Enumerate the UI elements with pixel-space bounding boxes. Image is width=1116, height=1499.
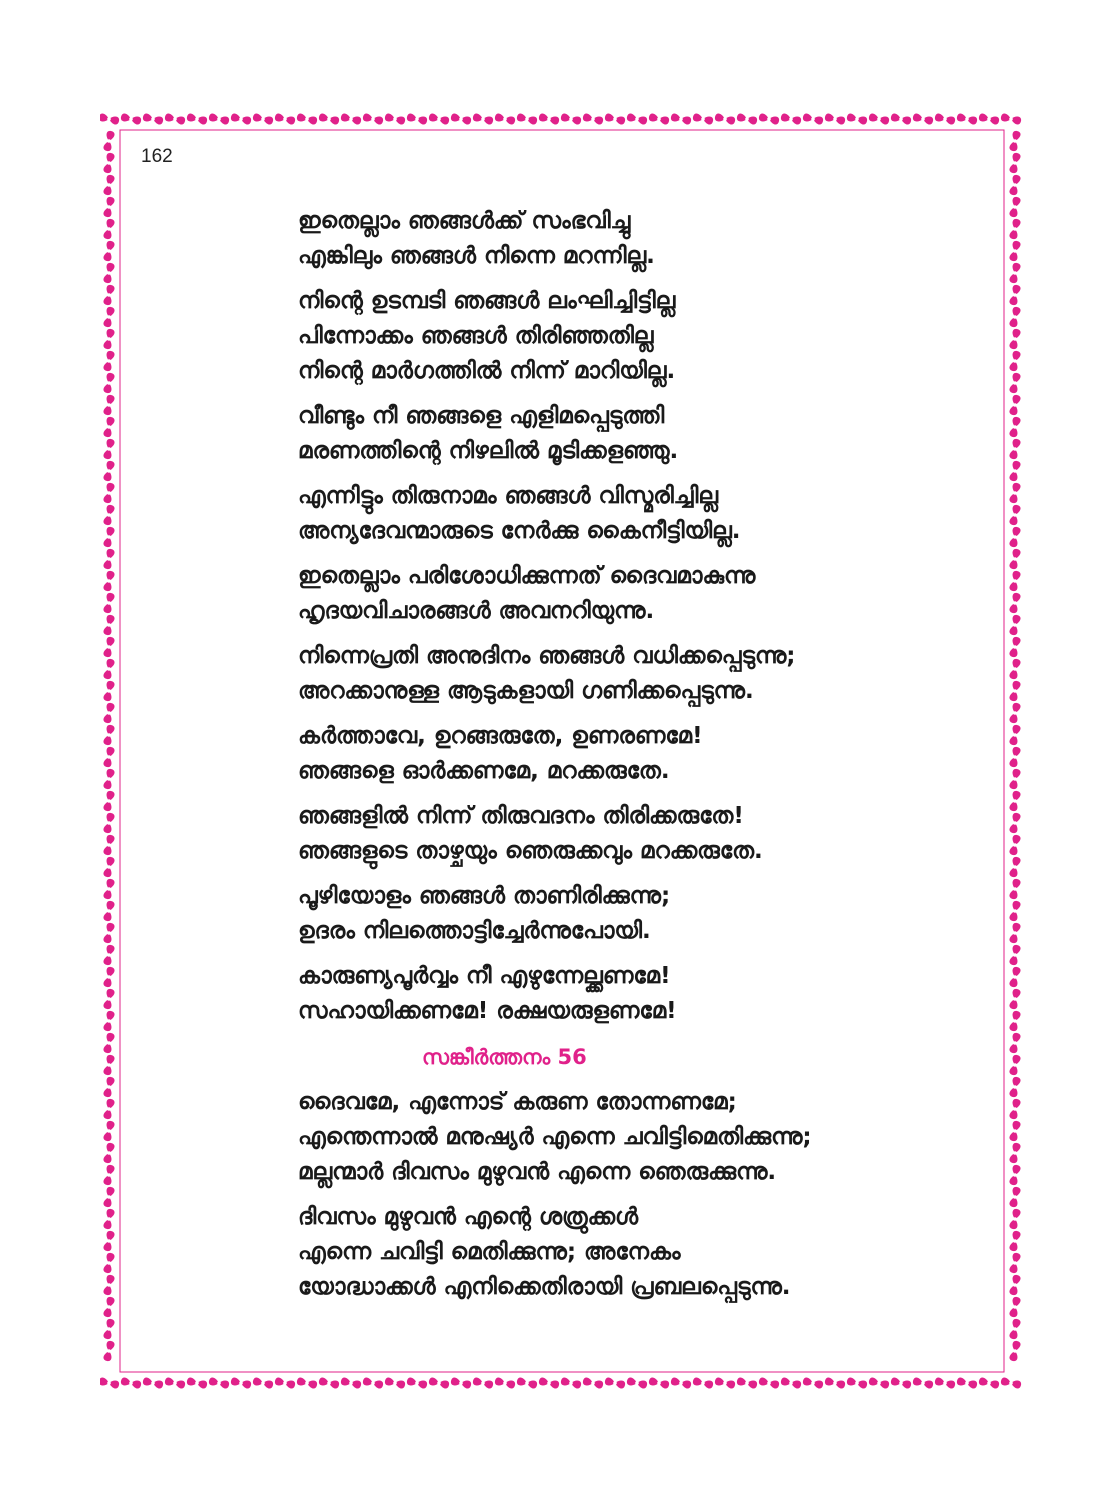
border-flower (627, 1377, 647, 1388)
border-flower (1009, 989, 1020, 1009)
verse-line: അറക്കാനുള്ള ആടുകളായി ഗണിക്കപ്പെടുന്നു. (298, 678, 754, 704)
border-flower (103, 131, 114, 151)
border-flower (1009, 725, 1020, 745)
verse-line: പൂഴിയോളം ഞങ്ങൾ താണിരിക്കുന്നു; (298, 883, 671, 909)
border-flower (1009, 1165, 1020, 1185)
border-flower (363, 113, 383, 124)
border-flower (103, 637, 114, 657)
border-flower (1009, 351, 1020, 371)
border-flower (103, 1209, 114, 1229)
border-flower (1009, 1231, 1020, 1251)
border-flower (759, 1377, 779, 1388)
border-flower (103, 175, 114, 195)
border-flower (1009, 857, 1020, 877)
verse-line: ഞങ്ങളുടെ താഴ്ചയും ഞെരുക്കവും മറക്കരുതേ. (298, 838, 763, 864)
verse-line: ഹൃദയവിചാരങ്ങൾ അവനറിയുന്നു. (298, 598, 655, 624)
border-flower (253, 1377, 273, 1388)
border-flower (103, 857, 114, 877)
border-flower (103, 967, 114, 987)
border-flower (1009, 615, 1020, 635)
border-flower (103, 593, 114, 613)
border-flower (275, 1377, 295, 1388)
border-flower (103, 417, 114, 437)
border-flower (103, 1121, 114, 1141)
border-flower (759, 113, 779, 124)
border-flower (1009, 1033, 1020, 1053)
border-flower (913, 1377, 933, 1388)
verse-line: കർത്താവേ, ഉറങ്ങരുതേ, ഉണരണമേ! (298, 723, 703, 749)
border-flower (1009, 791, 1020, 811)
border-flower (1009, 813, 1020, 833)
border-flower (1009, 1187, 1020, 1207)
border-flower (1009, 879, 1020, 899)
border-flower (187, 1377, 207, 1388)
verse-line: ഞങ്ങളിൽ നിന്ന് തിരുവദനം തിരിക്കരുതേ! (298, 803, 744, 829)
border-flower (103, 461, 114, 481)
border-flower (121, 113, 141, 124)
border-flower (429, 113, 449, 124)
verse-line: ഉദരം നിലത്തൊട്ടിച്ചേർന്നുപോയി. (298, 918, 651, 944)
border-flower (583, 113, 603, 124)
border-flower (803, 113, 823, 124)
border-flower (671, 113, 691, 124)
verse-line: യോദ്ധാക്കൾ എനിക്കെതിരായി പ്രബലപ്പെടുന്നു. (298, 1274, 791, 1300)
border-flower (1009, 505, 1020, 525)
border-flower (100, 113, 119, 124)
verse-line: നിന്റെ ഉടമ്പടി ഞങ്ങൾ ലംഘിച്ചിട്ടില്ല (298, 288, 676, 314)
border-flower (1009, 1143, 1020, 1163)
border-flower (341, 1377, 361, 1388)
border-flower (1001, 113, 1021, 124)
border-flower (1009, 483, 1020, 503)
border-flower (693, 113, 713, 124)
border-flower (627, 113, 647, 124)
stanza (298, 639, 998, 709)
border-flower (1009, 593, 1020, 613)
border-flower (1009, 241, 1020, 261)
border-flower (231, 113, 251, 124)
border-flower (165, 113, 185, 124)
border-flower (1009, 1077, 1020, 1097)
border-flower (1009, 571, 1020, 591)
border-flower (103, 373, 114, 393)
border-flower (143, 113, 163, 124)
border-flower (1009, 769, 1020, 789)
border-flower (781, 1377, 801, 1388)
border-flower (103, 527, 114, 547)
border-flower (103, 725, 114, 745)
border-flower (869, 1377, 889, 1388)
border-flower (165, 1377, 185, 1388)
border-flower (1009, 945, 1020, 965)
border-flower (1009, 1209, 1020, 1229)
border-flower (103, 945, 114, 965)
border-flower (473, 113, 493, 124)
border-flower (103, 307, 114, 327)
border-flower (385, 1377, 405, 1388)
border-flower (1009, 153, 1020, 173)
border-flower (103, 923, 114, 943)
border-flower (341, 113, 361, 124)
border-flower (1009, 923, 1020, 943)
border-flower (121, 1377, 141, 1388)
border-flower (561, 113, 581, 124)
border-flower (103, 285, 114, 305)
border-flower (935, 1377, 955, 1388)
border-flower (231, 1377, 251, 1388)
border-flower (103, 483, 114, 503)
stanza (298, 879, 998, 949)
border-flower (1009, 527, 1020, 547)
border-flower (1009, 307, 1020, 327)
border-flower (935, 113, 955, 124)
border-flower (253, 113, 273, 124)
border-flower (103, 1011, 114, 1031)
verse-line: എന്നിട്ടും തിരുനാമം ഞങ്ങൾ വിസ്മരിച്ചില്ല (298, 483, 719, 509)
border-flower (957, 1377, 977, 1388)
border-flower (103, 813, 114, 833)
border-flower (649, 113, 669, 124)
border-flower (103, 263, 114, 283)
border-flower (1009, 417, 1020, 437)
border-flower (1009, 263, 1020, 283)
border-flower (103, 439, 114, 459)
border-flower (715, 113, 735, 124)
border-flower (103, 703, 114, 723)
border-flower (1009, 1275, 1020, 1295)
border-flower (1009, 285, 1020, 305)
border-flower (803, 1377, 823, 1388)
border-flower (103, 747, 114, 767)
border-flower (847, 113, 867, 124)
border-flower (517, 113, 537, 124)
verse-line: മല്ലന്മാർ ദിവസം മുഴുവൻ എന്നെ ഞെരുക്കുന്നു. (298, 1159, 777, 1185)
border-flower (1009, 703, 1020, 723)
border-flower (561, 1377, 581, 1388)
border-flower (103, 1165, 114, 1185)
border-flower (649, 1377, 669, 1388)
border-flower (451, 1377, 471, 1388)
verse-line: മരണത്തിന്റെ നിഴലിൽ മൂടിക്കളഞ്ഞു. (298, 438, 679, 464)
stanza (298, 479, 998, 549)
border-flower (1009, 659, 1020, 679)
stanza (298, 1085, 998, 1190)
border-flower (583, 1377, 603, 1388)
stanza (298, 204, 998, 274)
border-flower (319, 113, 339, 124)
border-flower (1009, 1121, 1020, 1141)
border-flower (869, 113, 889, 124)
border-flower (1009, 1297, 1020, 1317)
border-flower (1009, 1055, 1020, 1075)
border-flower (473, 1377, 493, 1388)
border-flower (451, 113, 471, 124)
border-flower (103, 505, 114, 525)
border-flower (103, 1231, 114, 1251)
page-number: 162 (141, 146, 173, 167)
border-flower (143, 1377, 163, 1388)
border-flower (957, 113, 977, 124)
border-flower (891, 1377, 911, 1388)
stanza (298, 1200, 998, 1305)
border-flower (319, 1377, 339, 1388)
border-flower (103, 351, 114, 371)
border-flower (1009, 901, 1020, 921)
verse-line: അന്യദേവന്മാരുടെ നേർക്കു കൈനീട്ടിയില്ല. (298, 518, 741, 544)
border-flower (103, 1253, 114, 1273)
border-flower (103, 219, 114, 239)
border-flower (187, 113, 207, 124)
border-flower (1001, 1377, 1021, 1388)
border-flower (297, 1377, 317, 1388)
border-flower (891, 113, 911, 124)
border-flower (605, 1377, 625, 1388)
border-flower (1009, 461, 1020, 481)
border-flower (825, 1377, 845, 1388)
verse-line: കാരുണ്യപൂർവ്വം നീ എഴുന്നേല്ക്കണമേ! (298, 963, 671, 989)
border-flower (103, 615, 114, 635)
border-flower (103, 197, 114, 217)
verse-line: എന്തെന്നാൽ മനുഷ്യർ എന്നെ ചവിട്ടിമെതിക്കുന്നു; (298, 1124, 812, 1150)
border-flower (103, 1077, 114, 1097)
stanza (298, 719, 998, 789)
verse-line: വീണ്ടും നീ ഞങ്ങളെ എളിമപ്പെടുത്തി (298, 403, 665, 429)
border-flower (671, 1377, 691, 1388)
stanzas-before (298, 204, 998, 1029)
border-flower (1009, 131, 1020, 151)
border-flower (1009, 1341, 1020, 1361)
border-flower (103, 1099, 114, 1119)
border-flower (429, 1377, 449, 1388)
stanza (298, 399, 998, 469)
border-flower (1009, 835, 1020, 855)
border-flower (495, 1377, 515, 1388)
border-flower (913, 113, 933, 124)
border-flower (103, 1319, 114, 1339)
stanzas-after (298, 1085, 998, 1305)
border-flower (100, 1377, 119, 1388)
border-flower (1009, 549, 1020, 569)
psalm-heading: സങ്കീർത്തനം 56 (422, 1045, 587, 1069)
verse-line: ദിവസം മുഴുവൻ എന്റെ ശത്രുക്കൾ (298, 1204, 639, 1230)
border-flower (407, 113, 427, 124)
border-flower (103, 879, 114, 899)
border-flower (103, 791, 114, 811)
border-flower (103, 1275, 114, 1295)
border-flower (363, 1377, 383, 1388)
border-flower (407, 1377, 427, 1388)
border-flower (103, 901, 114, 921)
border-flower (103, 1033, 114, 1053)
border-flower (979, 113, 999, 124)
psalm-text (298, 204, 998, 1315)
border-flower (605, 113, 625, 124)
verse-line: ഇതെല്ലാം പരിശോധിക്കുന്നത് ദൈവമാകുന്നു (298, 563, 756, 589)
border-flower (539, 113, 559, 124)
border-flower (103, 659, 114, 679)
border-flower (979, 1377, 999, 1388)
border-flower (209, 113, 229, 124)
border-flower (1009, 1319, 1020, 1339)
border-flower (103, 153, 114, 173)
border-flower (1009, 219, 1020, 239)
border-flower (1009, 329, 1020, 349)
stanza (298, 959, 998, 1029)
verse-line: നിന്നെപ്രതി അനുദിനം ഞങ്ങൾ വധിക്കപ്പെടുന്നു; (298, 643, 796, 669)
border-flower (103, 241, 114, 261)
border-flower (297, 113, 317, 124)
border-flower (103, 395, 114, 415)
border-flower (103, 835, 114, 855)
border-flower (1009, 439, 1020, 459)
stanza (298, 559, 998, 629)
border-flower (103, 571, 114, 591)
border-flower (1009, 1011, 1020, 1031)
border-flower (737, 113, 757, 124)
border-flower (1009, 373, 1020, 393)
border-flower (385, 113, 405, 124)
border-flower (1009, 967, 1020, 987)
verse-line: പിന്നോക്കം ഞങ്ങൾ തിരിഞ്ഞതില്ല (298, 323, 654, 349)
border-flower (715, 1377, 735, 1388)
verse-line: ദൈവമേ, എന്നോട് കരുണ തോന്നണമേ; (298, 1089, 737, 1115)
stanza (298, 799, 998, 869)
border-flower (103, 1055, 114, 1075)
border-flower (103, 681, 114, 701)
verse-line: ഇതെല്ലാം ഞങ്ങൾക്ക് സംഭവിച്ചു (298, 208, 631, 234)
border-flower (275, 113, 295, 124)
border-flower (103, 549, 114, 569)
border-flower (103, 1341, 114, 1361)
border-flower (103, 1143, 114, 1163)
border-flower (1009, 175, 1020, 195)
verse-line: നിന്റെ മാർഗത്തിൽ നിന്ന് മാറിയില്ല. (298, 358, 676, 384)
stanza (298, 284, 998, 389)
border-flower (495, 113, 515, 124)
border-flower (539, 1377, 559, 1388)
border-flower (825, 113, 845, 124)
verse-line: എന്നെ ചവിട്ടി മെതിക്കുന്നു; അനേകം (298, 1239, 681, 1265)
border-flower (1009, 197, 1020, 217)
border-flower (1009, 395, 1020, 415)
border-flower (847, 1377, 867, 1388)
border-flower (1009, 637, 1020, 657)
verse-line: ഞങ്ങളെ ഓർക്കണമേ, മറക്കരുതേ. (298, 758, 670, 784)
border-flower (103, 989, 114, 1009)
border-flower (1009, 747, 1020, 767)
border-flower (103, 769, 114, 789)
border-flower (1009, 681, 1020, 701)
border-flower (209, 1377, 229, 1388)
border-flower (103, 329, 114, 349)
border-flower (517, 1377, 537, 1388)
verse-line: എങ്കിലും ഞങ്ങൾ നിന്നെ മറന്നില്ല. (298, 243, 655, 269)
border-flower (693, 1377, 713, 1388)
border-flower (103, 1297, 114, 1317)
border-flower (1009, 1099, 1020, 1119)
border-flower (781, 113, 801, 124)
border-flower (103, 1187, 114, 1207)
border-flower (1009, 1253, 1020, 1273)
border-flower (737, 1377, 757, 1388)
verse-line: സഹായിക്കണമേ! രക്ഷയരുളണമേ! (298, 998, 677, 1024)
